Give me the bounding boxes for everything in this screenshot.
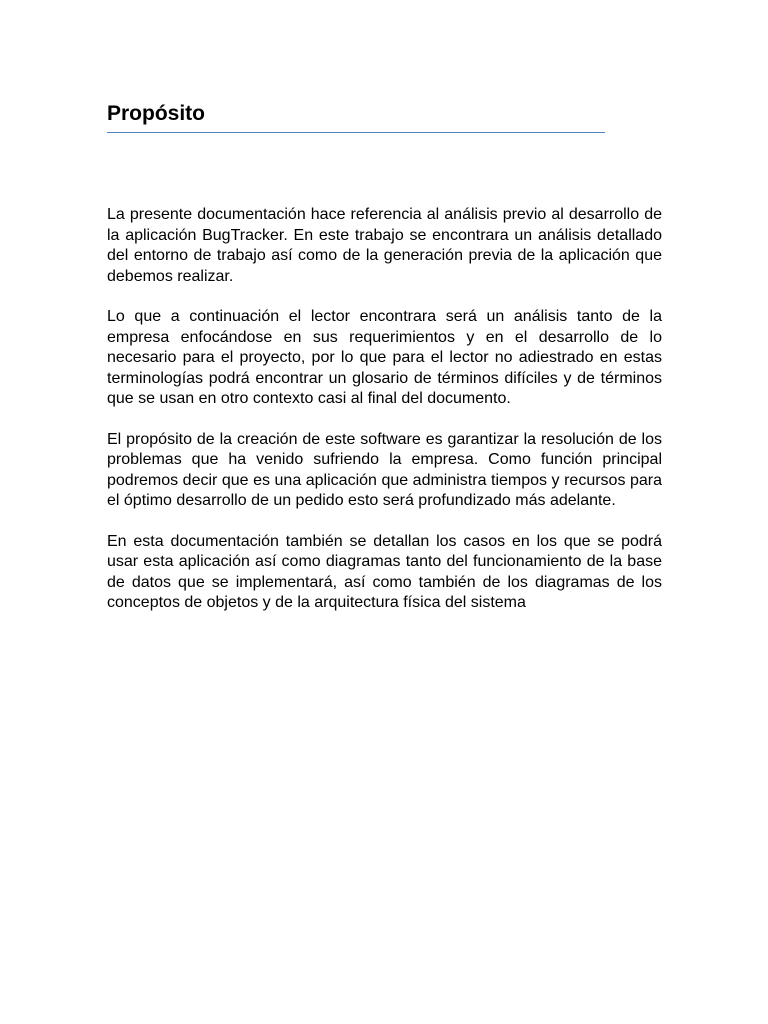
body-text [107,205,662,634]
page-title: Propósito [107,102,205,125]
paragraph-3: El propósito de la creación de este software es garantizar la resolución de los problemas que ha venido sufriendo la empresa. Como función principal podremos decir que es una aplicación que administra tiempos y recursos para el óptimo desarrollo de un pedido esto será profundizado más adelante. [107,430,662,509]
paragraph-1: La presente documentación hace referencia al análisis previo al desarrollo de la aplicación BugTracker. En este trabajo se encontrara un análisis detallado del entorno de trabajo así como de la generación previa de la aplicación que debemos realizar. [107,206,662,285]
paragraph-4: En esta documentación también se detallan los casos en los que se podrá usar esta aplicación así como diagramas tanto del funcionamiento de la base de datos que se implementará, así como también de los diagramas de los conceptos de objetos y de la arquitectura física del sistema [107,532,662,611]
heading-block [107,100,605,133]
title-underline-rule [107,132,605,133]
paragraph-2: Lo que a continuación el lector encontrara será un análisis tanto de la empresa enfocándose en sus requerimientos y en el desarrollo de lo necesario para el proyecto, por lo que para el lector no adiestrado en estas terminologías podrá encontrar un glosario de términos difíciles y de términos que se usan en otro contexto casi al final del documento. [107,308,662,407]
